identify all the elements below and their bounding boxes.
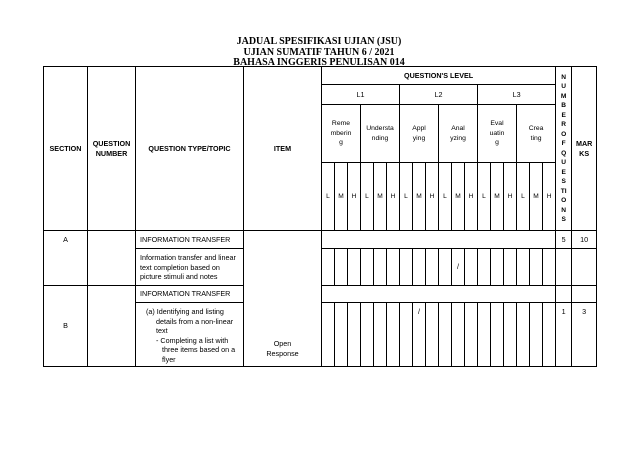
section-b-item-sub: - Completing a list with three items based on a flyer — [156, 335, 236, 364]
section-b-question-number — [88, 286, 136, 367]
number-of-questions-label: NUMBEROFQUESTIONS — [560, 73, 567, 223]
lmh-cell: M — [491, 163, 504, 231]
lmh-cell: L — [361, 163, 374, 231]
skill-evaluating: Evaluating — [478, 105, 517, 163]
lmh-cell: H — [426, 163, 439, 231]
header-question-level: QUESTION'S LEVEL — [322, 67, 556, 85]
lmh-cell: M — [413, 163, 426, 231]
table-row — [44, 231, 597, 249]
item-type: Open Response — [244, 231, 322, 367]
section-b-topic: INFORMATION TRANSFER — [136, 286, 244, 303]
lmh-cell: H — [543, 163, 556, 231]
lmh-cell: L — [517, 163, 530, 231]
header-item: ITEM — [244, 67, 322, 231]
marks-label: MARKS — [575, 139, 593, 158]
section-b-items — [136, 303, 244, 367]
lmh-cell: L — [478, 163, 491, 231]
header-number-of-questions — [556, 67, 572, 231]
section-a-question-number — [88, 231, 136, 286]
section-a-label: A — [44, 231, 88, 286]
lmh-cell: M — [452, 163, 465, 231]
lmh-cell: H — [504, 163, 517, 231]
section-b-item-a: (a) Identifying and listing details from a non-linear text — [146, 307, 234, 335]
skill-understanding: Understanding — [361, 105, 400, 163]
skill-creating: Creating — [517, 105, 556, 163]
header-question-type: QUESTION TYPE/TOPIC — [136, 67, 244, 231]
level-l1: L1 — [322, 85, 400, 105]
lmh-cell: L — [439, 163, 452, 231]
exam-name: UJIAN SUMATIF TAHUN 6 / 2021 — [243, 46, 395, 58]
section-a-topic: INFORMATION TRANSFER — [136, 231, 244, 249]
section-b-marks: 3 — [572, 303, 597, 367]
lmh-cell: M — [335, 163, 348, 231]
header-section: SECTION — [44, 67, 88, 231]
header-marks — [572, 67, 597, 231]
lmh-cell: L — [400, 163, 413, 231]
lmh-cell: M — [374, 163, 387, 231]
level-l2: L2 — [400, 85, 478, 105]
lmh-cell: H — [387, 163, 400, 231]
lmh-cell: H — [465, 163, 478, 231]
section-b-label: B — [44, 286, 88, 367]
document-title-block — [0, 37, 638, 69]
skill-applying: Applying — [400, 105, 439, 163]
skill-remembering: Remembering — [322, 105, 361, 163]
lmh-cell: M — [530, 163, 543, 231]
level-l3: L3 — [478, 85, 556, 105]
section-a-description: Information transfer and linear text completion based on picture stimuli and notes — [136, 249, 244, 286]
subject-name: BAHASA INGGERIS PENULISAN 014 — [233, 57, 405, 68]
lmh-cell: H — [348, 163, 361, 231]
section-a-check-mark: / — [452, 249, 465, 286]
section-a-topic-level-span — [322, 231, 556, 249]
lmh-cell: L — [322, 163, 335, 231]
header-question-number: QUESTION NUMBER — [88, 67, 136, 231]
section-a-num-questions: 5 — [556, 231, 572, 249]
skill-analyzing: Analyzing — [439, 105, 478, 163]
section-b-check-mark: / — [413, 303, 426, 367]
section-b-topic-level-span — [322, 286, 556, 303]
section-b-num-questions: 1 — [556, 303, 572, 367]
section-a-marks: 10 — [572, 231, 597, 249]
document-title: JADUAL SPESIFIKASI UJIAN (JSU) — [236, 36, 402, 47]
specification-table — [43, 66, 597, 367]
